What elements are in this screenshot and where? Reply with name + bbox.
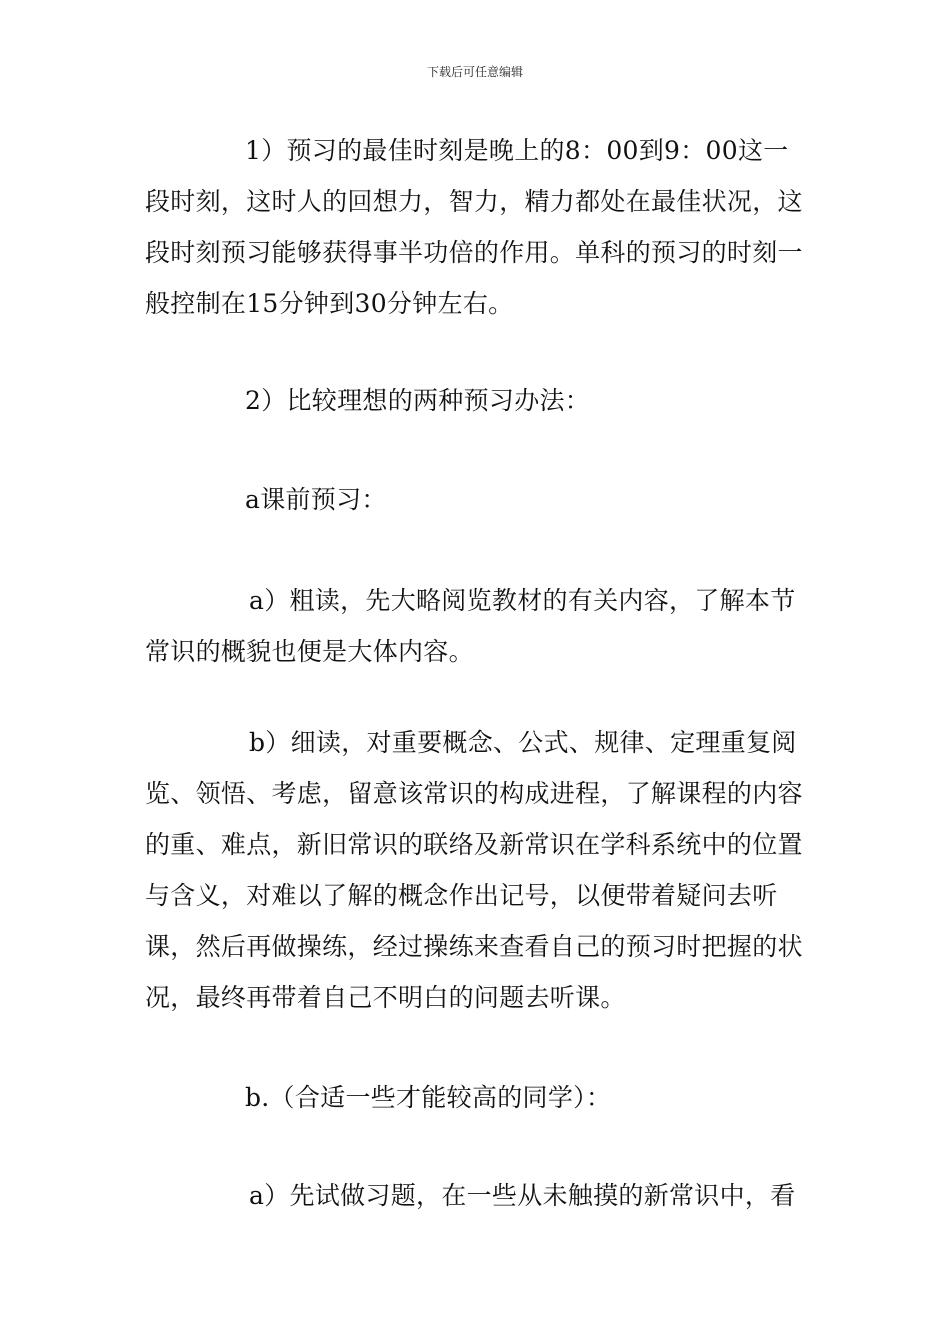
paragraph-method-b-heading: b.（合适一些才能较高的同学）： bbox=[245, 1083, 612, 1112]
page-header-note: 下载后可任意编辑 bbox=[426, 65, 523, 79]
paragraph-rough-reading: a）粗读，先大略阅览教材的有关内容，了解本节常识的概貌也便是大体内容。 bbox=[145, 586, 796, 666]
paragraph-two-methods-heading: 2）比较理想的两种预习办法： bbox=[245, 386, 591, 415]
paragraph-preview-best-time: 1）预习的最佳时刻是晚上的8：00到9：00这一段时刻，这时人的回想力，智力，精力都处在最佳状况，这段时刻预习能够获得事半功倍的作用。单科的预习的时刻一般控制在15分钟到30分钟左右。 bbox=[145, 136, 803, 318]
paragraph-detailed-reading: b）细读，对重要概念、公式、规律、定理重复阅览、领悟、考虑，留意该常识的构成进程，了解课程的内容的重、难点，新旧常识的联络及新常识在学科系统中的位置与含义，对难以了解的概念作出记号，以便带着疑问去听课，然后再做操练，经过操练来查看自己的预习时把握的状况，最终再带着自己不明白的问题去听课。 bbox=[145, 728, 803, 1012]
paragraph-pre-class-preview: a课前预习： bbox=[245, 485, 387, 514]
paragraph-try-exercises: a）先试做习题，在一些从未触摸的新常识中，看 bbox=[249, 1181, 796, 1210]
